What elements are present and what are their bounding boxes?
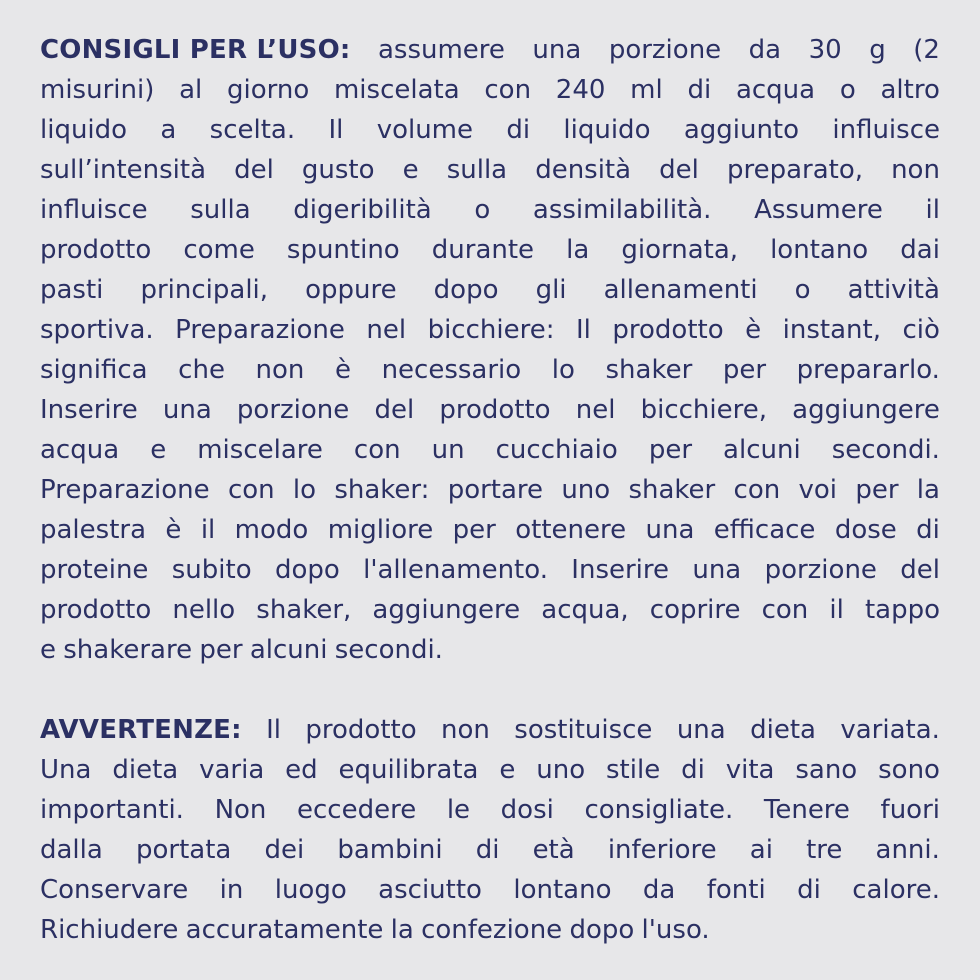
word: liquido <box>40 115 128 145</box>
word: il <box>200 515 216 545</box>
word: (2 <box>913 35 940 65</box>
text-line <box>40 190 940 230</box>
word: acqua <box>40 435 120 465</box>
word: durante <box>431 235 535 265</box>
instructions-page <box>40 30 940 950</box>
word: età <box>532 835 575 865</box>
word: lo <box>551 355 575 385</box>
word: coprire <box>649 595 741 625</box>
word: o <box>839 75 856 105</box>
word: è <box>165 515 182 545</box>
word: 240 <box>555 75 606 105</box>
word: come <box>183 235 255 265</box>
word: preparato, <box>726 155 863 185</box>
word: shaker: <box>334 475 430 505</box>
word: per <box>648 435 693 465</box>
word: che <box>178 355 225 385</box>
word: accuratamente <box>185 915 384 945</box>
word: non <box>441 715 490 745</box>
word: Inserire <box>40 395 138 425</box>
word: confezione <box>421 915 563 945</box>
word: uno <box>561 475 611 505</box>
word: eccedere <box>297 795 417 825</box>
word: o <box>474 195 491 225</box>
word: asciutto <box>378 875 482 905</box>
word: volume <box>376 115 474 145</box>
word: misurini) <box>40 75 155 105</box>
word: instant, <box>782 315 881 345</box>
text-line <box>40 710 940 750</box>
word: per <box>199 635 243 665</box>
word: non <box>891 155 940 185</box>
word: densità <box>535 155 632 185</box>
word: acqua, <box>541 595 629 625</box>
text-line <box>40 790 940 830</box>
word: influisce <box>40 195 148 225</box>
word: dopo <box>274 555 340 585</box>
word: voi <box>798 475 838 505</box>
word: consigliate. <box>584 795 734 825</box>
word: portata <box>135 835 232 865</box>
word: inferiore <box>607 835 717 865</box>
word: Tenere <box>763 795 850 825</box>
word: giornata, <box>621 235 739 265</box>
word: prepararlo. <box>796 355 940 385</box>
word: a <box>160 115 177 145</box>
word: modo <box>234 515 309 545</box>
word: ed <box>285 755 318 785</box>
word: shaker, <box>256 595 352 625</box>
word: assimilabilità. <box>532 195 712 225</box>
word: vita <box>725 755 775 785</box>
word: sulla <box>190 195 251 225</box>
word: principali, <box>140 275 269 305</box>
word: di <box>506 115 531 145</box>
word: Il <box>266 715 281 745</box>
word: una <box>532 35 582 65</box>
text-line <box>40 510 940 550</box>
word: una <box>162 395 212 425</box>
word: bambini <box>337 835 443 865</box>
text-line <box>40 550 940 590</box>
word: e <box>402 155 419 185</box>
word: dosi <box>500 795 554 825</box>
word: anni. <box>875 835 940 865</box>
word: porzione <box>764 555 877 585</box>
word: dopo <box>569 915 635 945</box>
word: Preparazione <box>175 315 345 345</box>
word: sostituisce <box>514 715 653 745</box>
word: gli <box>535 275 567 305</box>
word: porzione <box>236 395 350 425</box>
word: bicchiere: <box>427 315 555 345</box>
word: per <box>452 515 496 545</box>
word: palestra <box>40 515 147 545</box>
section-heading: CONSIGLI PER L’USO: <box>40 35 351 65</box>
word: sulla <box>446 155 508 185</box>
word: Assumere <box>754 195 883 225</box>
word: prodotto <box>40 595 152 625</box>
word: del <box>374 395 415 425</box>
word: varia <box>199 755 265 785</box>
word: dopo <box>433 275 499 305</box>
word: al <box>179 75 203 105</box>
word: aggiungere <box>792 395 940 425</box>
word: di <box>797 875 821 905</box>
word: secondi. <box>334 635 443 665</box>
text-line <box>40 470 940 510</box>
text-line <box>40 630 940 670</box>
word: ai <box>749 835 773 865</box>
word: nel <box>575 395 616 425</box>
text-line <box>40 230 940 270</box>
word: allenamenti <box>603 275 758 305</box>
word: da <box>642 875 676 905</box>
word: di <box>681 755 705 785</box>
word: non <box>255 355 305 385</box>
word: cucchiaio <box>495 435 618 465</box>
word: per <box>855 475 899 505</box>
word: tappo <box>864 595 940 625</box>
word: shaker <box>628 475 716 505</box>
word: digeribilità <box>293 195 432 225</box>
word: lontano <box>770 235 869 265</box>
word: proteine <box>40 555 149 585</box>
word: e <box>40 635 56 665</box>
word: 30 <box>808 35 842 65</box>
text-line <box>40 350 940 390</box>
word: necessario <box>381 355 522 385</box>
word: spuntino <box>286 235 400 265</box>
word: ml <box>630 75 663 105</box>
word: tre <box>806 835 843 865</box>
word: significa <box>40 355 148 385</box>
word: in <box>219 875 244 905</box>
word: una <box>692 555 742 585</box>
word: calore. <box>852 875 940 905</box>
word: fuori <box>880 795 940 825</box>
word: alcuni <box>249 635 328 665</box>
word: altro <box>880 75 940 105</box>
word: prodotto <box>40 235 152 265</box>
text-line <box>40 750 940 790</box>
word: subito <box>171 555 252 585</box>
word: alcuni <box>723 435 801 465</box>
word: variata. <box>840 715 940 745</box>
word: g <box>869 35 886 65</box>
word: è <box>745 315 762 345</box>
word: fonti <box>706 875 766 905</box>
word: sono <box>878 755 940 785</box>
word: con <box>353 435 401 465</box>
word: il <box>829 595 844 625</box>
word: lontano <box>513 875 612 905</box>
text-line <box>40 310 940 350</box>
word: dieta <box>112 755 179 785</box>
text-line <box>40 390 940 430</box>
word: sano <box>795 755 858 785</box>
word: efficace <box>713 515 816 545</box>
word: ottenere <box>515 515 627 545</box>
usage-section <box>40 30 940 670</box>
word: il <box>925 195 940 225</box>
word: è <box>334 355 351 385</box>
word: secondi. <box>831 435 940 465</box>
word: miscelata <box>333 75 460 105</box>
word: migliore <box>327 515 434 545</box>
text-line <box>40 150 940 190</box>
text-line <box>40 830 940 870</box>
text-line <box>40 870 940 910</box>
text-line <box>40 70 940 110</box>
word: da <box>748 35 782 65</box>
word: Conservare <box>40 875 189 905</box>
section-heading: AVVERTENZE: <box>40 715 242 745</box>
word: prodotto <box>612 315 724 345</box>
word: luogo <box>274 875 347 905</box>
word: dei <box>264 835 305 865</box>
word: l'uso. <box>641 915 710 945</box>
word: Una <box>40 755 92 785</box>
word: con <box>761 595 809 625</box>
word: del <box>659 155 699 185</box>
word: stile <box>606 755 661 785</box>
word: Il <box>575 315 591 345</box>
warnings-section <box>40 710 940 950</box>
word: del <box>900 555 940 585</box>
word: con <box>227 475 275 505</box>
word: scelta. <box>209 115 296 145</box>
word: miscelare <box>197 435 323 465</box>
word: con <box>484 75 532 105</box>
word: prodotto <box>305 715 417 745</box>
word: dieta <box>750 715 816 745</box>
text-line <box>40 270 940 310</box>
word: importanti. <box>40 795 184 825</box>
word: lo <box>292 475 317 505</box>
word: per <box>722 355 767 385</box>
word: dose <box>834 515 897 545</box>
word: bicchiere, <box>640 395 767 425</box>
word: nel <box>366 315 407 345</box>
word: uno <box>536 755 586 785</box>
word: shakerare <box>63 635 193 665</box>
word: giorno <box>226 75 310 105</box>
word: o <box>794 275 811 305</box>
word: di <box>687 75 712 105</box>
text-line <box>40 430 940 470</box>
word: Il <box>328 115 344 145</box>
word: un <box>431 435 465 465</box>
word: pasti <box>40 275 104 305</box>
word: shaker <box>605 355 693 385</box>
word: oppure <box>305 275 397 305</box>
word: ciò <box>902 315 940 345</box>
word: di <box>475 835 500 865</box>
text-line <box>40 110 940 150</box>
word: con <box>733 475 781 505</box>
word: porzione <box>608 35 722 65</box>
text-line <box>40 590 940 630</box>
word: aggiunto <box>683 115 800 145</box>
word: una <box>676 715 726 745</box>
word: una <box>645 515 695 545</box>
word: la <box>916 475 940 505</box>
word: acqua <box>735 75 816 105</box>
word: di <box>916 515 940 545</box>
word: portare <box>447 475 544 505</box>
word: le <box>446 795 471 825</box>
word: Non <box>214 795 267 825</box>
word: Preparazione <box>40 475 210 505</box>
word: attività <box>847 275 940 305</box>
word: aggiungere <box>372 595 521 625</box>
word: la <box>390 915 414 945</box>
word: Richiudere <box>40 915 179 945</box>
word: dalla <box>40 835 103 865</box>
word: Inserire <box>571 555 670 585</box>
word: gusto <box>301 155 375 185</box>
word: e <box>499 755 516 785</box>
word: la <box>566 235 590 265</box>
word: influisce <box>832 115 940 145</box>
word: dai <box>900 235 940 265</box>
word: del <box>234 155 274 185</box>
word: prodotto <box>439 395 551 425</box>
text-line <box>40 910 940 950</box>
word: assumere <box>377 35 505 65</box>
word: nello <box>172 595 236 625</box>
text-line <box>40 30 940 70</box>
word: e <box>150 435 167 465</box>
word: equilibrata <box>338 755 479 785</box>
word: l'allenamento. <box>363 555 548 585</box>
word: sull’intensità <box>40 155 207 185</box>
word: liquido <box>563 115 651 145</box>
word: sportiva. <box>40 315 154 345</box>
